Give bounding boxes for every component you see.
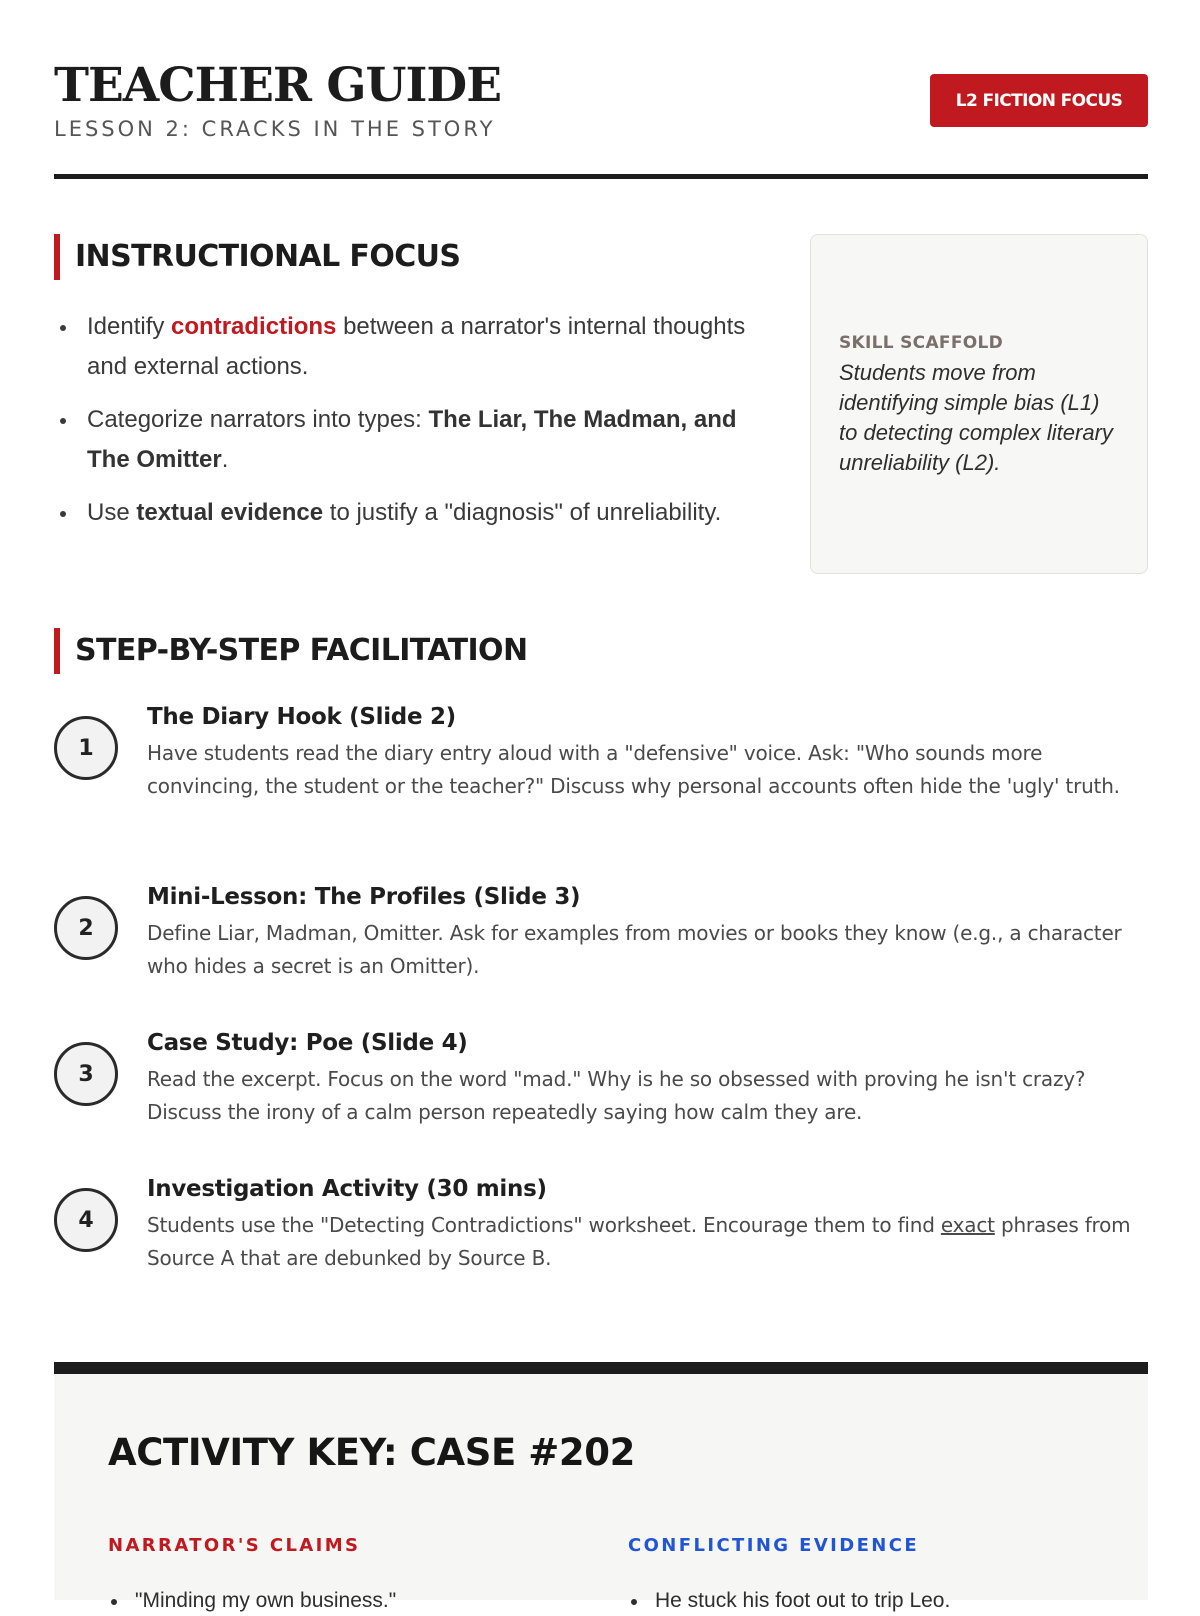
step-body <box>147 1173 1152 1275</box>
step-number-badge: 1 <box>54 716 118 780</box>
evidence-list <box>628 1586 1108 1616</box>
claims-heading: NARRATOR'S CLAIMS <box>108 1535 361 1556</box>
objective-keyword: The Liar, The Madman, and The Omitter <box>87 406 737 473</box>
step-title: Case Study: Poe (Slide 4) <box>147 1030 468 1056</box>
step-title: Investigation Activity (30 mins) <box>147 1176 547 1202</box>
step-title: Mini-Lesson: The Profiles (Slide 3) <box>147 884 581 910</box>
claims-column <box>108 1534 588 1616</box>
objective-text: Categorize narrators into types: <box>87 406 429 433</box>
objective-item <box>54 400 774 480</box>
step-description: Define Liar, Madman, Omitter. Ask for examples from movies or books they know (e.g., a character who hides a secret is an Omitter). <box>147 921 1122 978</box>
step-body <box>147 881 1152 983</box>
objective-text: between a narrator's internal thoughts and external actions. <box>87 313 746 380</box>
lesson-subtitle: LESSON 2: CRACKS IN THE STORY <box>54 117 496 141</box>
instructional-focus-heading: INSTRUCTIONAL FOCUS <box>54 234 460 280</box>
step-description-text: phrases from Source A that are debunked by Source B. <box>147 1213 1131 1270</box>
evidence-column <box>628 1534 1108 1616</box>
evidence-heading: CONFLICTING EVIDENCE <box>628 1535 920 1556</box>
step-number-badge: 3 <box>54 1042 118 1106</box>
header-divider <box>54 174 1148 179</box>
step-description-text: Students use the "Detecting Contradictions" worksheet. Encourage them to find <box>147 1213 941 1237</box>
page-title: TEACHER GUIDE <box>54 58 502 113</box>
facilitation-heading: STEP-BY-STEP FACILITATION <box>54 628 527 674</box>
objectives-list <box>54 307 774 546</box>
teacher-guide-page <box>54 0 1148 1612</box>
step-title: The Diary Hook (Slide 2) <box>147 704 456 730</box>
claim-item: "Minding my own business." <box>108 1586 588 1616</box>
objective-text: Use <box>87 499 137 526</box>
evidence-item: He stuck his foot out to trip Leo. <box>628 1586 1108 1616</box>
focus-badge: L2 FICTION FOCUS <box>930 74 1148 127</box>
step-description <box>147 1209 1152 1275</box>
objective-keyword: contradictions <box>171 313 337 340</box>
step-description: Have students read the diary entry aloud with a "defensive" voice. Ask: "Who sounds more convincing, the student or the teacher?" Discuss why personal accounts often hide the 'ugly' truth. <box>147 741 1120 798</box>
objective-keyword: textual evidence <box>136 499 324 526</box>
step-description: Read the excerpt. Focus on the word "mad." Why is he so obsessed with proving he isn't crazy? Discuss the irony of a calm person repeatedly saying how calm they are. <box>147 1067 1086 1124</box>
step-number-badge: 4 <box>54 1188 118 1252</box>
step-number-badge: 2 <box>54 896 118 960</box>
claims-list <box>108 1586 588 1616</box>
step-body <box>147 1027 1152 1129</box>
objective-item <box>54 307 774 387</box>
objective-text: . <box>221 446 229 473</box>
activity-key-title: ACTIVITY KEY: CASE #202 <box>108 1431 635 1474</box>
objective-text: to justify a "diagnosis" of unreliability. <box>323 499 722 526</box>
scaffold-text: Students move from identifying simple bias (L1) to detecting complex literary unreliability (L2). <box>839 360 1113 475</box>
objective-item <box>54 493 774 533</box>
skill-scaffold-box <box>810 234 1148 574</box>
objective-text: Identify <box>87 313 172 340</box>
scaffold-label: SKILL SCAFFOLD <box>839 333 1004 353</box>
step-body <box>147 701 1152 803</box>
activity-key-panel <box>54 1362 1148 1612</box>
step-description-emphasis: exact <box>940 1213 995 1237</box>
page-header <box>54 58 1148 176</box>
